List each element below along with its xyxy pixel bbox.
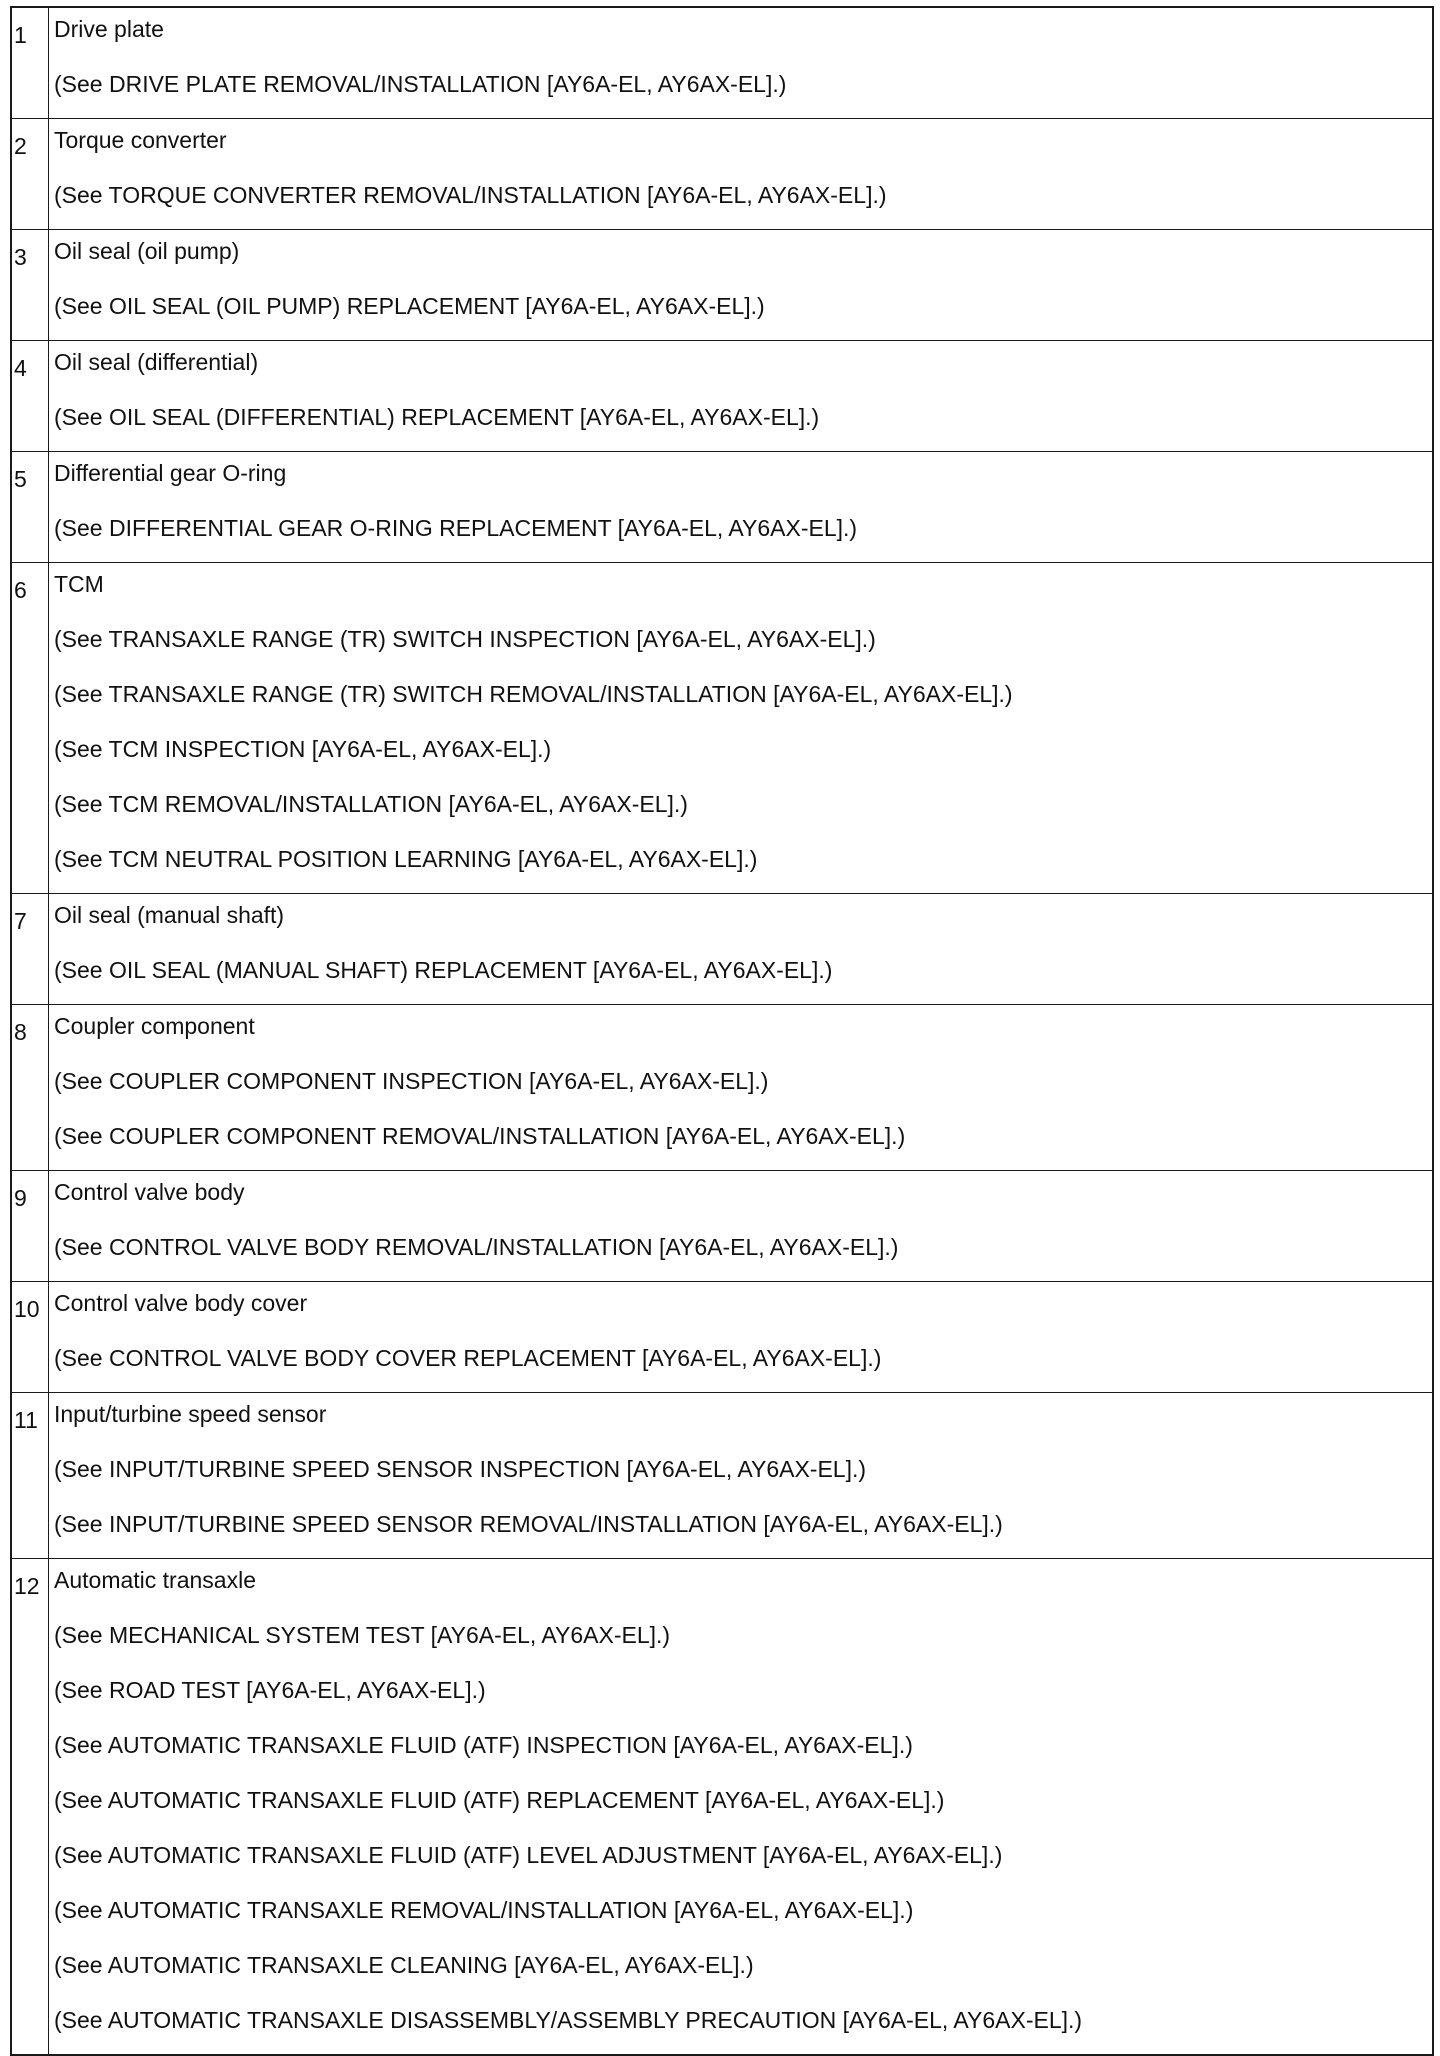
procedure-reference: (See DRIVE PLATE REMOVAL/INSTALLATION [AY6A-EL, AY6AX-EL].) — [54, 71, 787, 97]
component-title: Oil seal (oil pump) — [54, 238, 240, 264]
table-body — [11, 7, 1433, 2055]
procedure-reference: (See OIL SEAL (OIL PUMP) REPLACEMENT [AY6A-EL, AY6AX-EL].) — [54, 293, 765, 319]
procedure-reference: (See TCM REMOVAL/INSTALLATION [AY6A-EL, AY6AX-EL].) — [54, 791, 688, 817]
row-content — [49, 1559, 1434, 2056]
row-content — [49, 894, 1434, 1005]
row-number: 6 — [11, 563, 49, 894]
procedure-reference: (See AUTOMATIC TRANSAXLE FLUID (ATF) LEVEL ADJUSTMENT [AY6A-EL, AY6AX-EL].) — [54, 1842, 1003, 1868]
procedure-reference: (See MECHANICAL SYSTEM TEST [AY6A-EL, AY6AX-EL].) — [54, 1622, 671, 1648]
procedure-reference: (See ROAD TEST [AY6A-EL, AY6AX-EL].) — [54, 1677, 486, 1703]
row-number: 2 — [11, 119, 49, 230]
row-content — [49, 1171, 1434, 1282]
component-reference-table — [10, 6, 1434, 2056]
row-number: 3 — [11, 230, 49, 341]
table-row — [11, 230, 1433, 341]
table-row — [11, 452, 1433, 563]
procedure-reference: (See TORQUE CONVERTER REMOVAL/INSTALLATION [AY6A-EL, AY6AX-EL].) — [54, 182, 887, 208]
row-content — [49, 230, 1434, 341]
component-title: Control valve body — [54, 1179, 245, 1205]
component-title: Oil seal (differential) — [54, 349, 259, 375]
procedure-reference: (See INPUT/TURBINE SPEED SENSOR INSPECTION [AY6A-EL, AY6AX-EL].) — [54, 1456, 867, 1482]
procedure-reference: (See INPUT/TURBINE SPEED SENSOR REMOVAL/INSTALLATION [AY6A-EL, AY6AX-EL].) — [54, 1511, 1003, 1537]
row-number: 11 — [11, 1393, 49, 1559]
component-title: Input/turbine speed sensor — [54, 1401, 327, 1427]
component-title: Differential gear O-ring — [54, 460, 287, 486]
procedure-reference: (See OIL SEAL (DIFFERENTIAL) REPLACEMENT [AY6A-EL, AY6AX-EL].) — [54, 404, 820, 430]
procedure-reference: (See DIFFERENTIAL GEAR O-RING REPLACEMENT [AY6A-EL, AY6AX-EL].) — [54, 515, 858, 541]
table-row — [11, 1005, 1433, 1171]
procedure-reference: (See OIL SEAL (MANUAL SHAFT) REPLACEMENT [AY6A-EL, AY6AX-EL].) — [54, 957, 833, 983]
table-row — [11, 894, 1433, 1005]
row-number: 9 — [11, 1171, 49, 1282]
component-title: Drive plate — [54, 16, 164, 42]
row-number: 8 — [11, 1005, 49, 1171]
component-reference-table-wrapper — [10, 6, 1434, 2056]
table-row — [11, 563, 1433, 894]
row-content — [49, 7, 1434, 119]
procedure-reference: (See COUPLER COMPONENT REMOVAL/INSTALLATION [AY6A-EL, AY6AX-EL].) — [54, 1123, 906, 1149]
row-content — [49, 452, 1434, 563]
procedure-reference: (See AUTOMATIC TRANSAXLE FLUID (ATF) INSPECTION [AY6A-EL, AY6AX-EL].) — [54, 1732, 913, 1758]
row-content — [49, 1393, 1434, 1559]
procedure-reference: (See AUTOMATIC TRANSAXLE DISASSEMBLY/ASSEMBLY PRECAUTION [AY6A-EL, AY6AX-EL].) — [54, 2007, 1083, 2033]
row-content — [49, 1005, 1434, 1171]
procedure-reference: (See TCM NEUTRAL POSITION LEARNING [AY6A-EL, AY6AX-EL].) — [54, 846, 758, 872]
component-title: Coupler component — [54, 1013, 255, 1039]
procedure-reference: (See AUTOMATIC TRANSAXLE FLUID (ATF) REPLACEMENT [AY6A-EL, AY6AX-EL].) — [54, 1787, 945, 1813]
procedure-reference: (See TRANSAXLE RANGE (TR) SWITCH REMOVAL/INSTALLATION [AY6A-EL, AY6AX-EL].) — [54, 681, 1013, 707]
procedure-reference: (See COUPLER COMPONENT INSPECTION [AY6A-EL, AY6AX-EL].) — [54, 1068, 769, 1094]
table-row — [11, 1282, 1433, 1393]
procedure-reference: (See TRANSAXLE RANGE (TR) SWITCH INSPECTION [AY6A-EL, AY6AX-EL].) — [54, 626, 876, 652]
component-title: Control valve body cover — [54, 1290, 308, 1316]
row-content — [49, 341, 1434, 452]
component-title: Automatic transaxle — [54, 1567, 256, 1593]
procedure-reference: (See TCM INSPECTION [AY6A-EL, AY6AX-EL].) — [54, 736, 552, 762]
row-content — [49, 119, 1434, 230]
component-title: Oil seal (manual shaft) — [54, 902, 285, 928]
row-number: 1 — [11, 7, 49, 119]
component-title: TCM — [54, 571, 104, 597]
row-content — [49, 1282, 1434, 1393]
row-number: 12 — [11, 1559, 49, 2056]
procedure-reference: (See CONTROL VALVE BODY COVER REPLACEMENT [AY6A-EL, AY6AX-EL].) — [54, 1345, 882, 1371]
row-number: 4 — [11, 341, 49, 452]
row-number: 7 — [11, 894, 49, 1005]
procedure-reference: (See AUTOMATIC TRANSAXLE REMOVAL/INSTALLATION [AY6A-EL, AY6AX-EL].) — [54, 1897, 914, 1923]
table-row — [11, 1171, 1433, 1282]
row-content — [49, 563, 1434, 894]
row-number: 10 — [11, 1282, 49, 1393]
table-row — [11, 119, 1433, 230]
procedure-reference: (See AUTOMATIC TRANSAXLE CLEANING [AY6A-EL, AY6AX-EL].) — [54, 1952, 754, 1978]
table-row — [11, 7, 1433, 119]
component-title: Torque converter — [54, 127, 227, 153]
procedure-reference: (See CONTROL VALVE BODY REMOVAL/INSTALLATION [AY6A-EL, AY6AX-EL].) — [54, 1234, 899, 1260]
table-row — [11, 341, 1433, 452]
table-row — [11, 1393, 1433, 1559]
row-number: 5 — [11, 452, 49, 563]
table-row — [11, 1559, 1433, 2056]
